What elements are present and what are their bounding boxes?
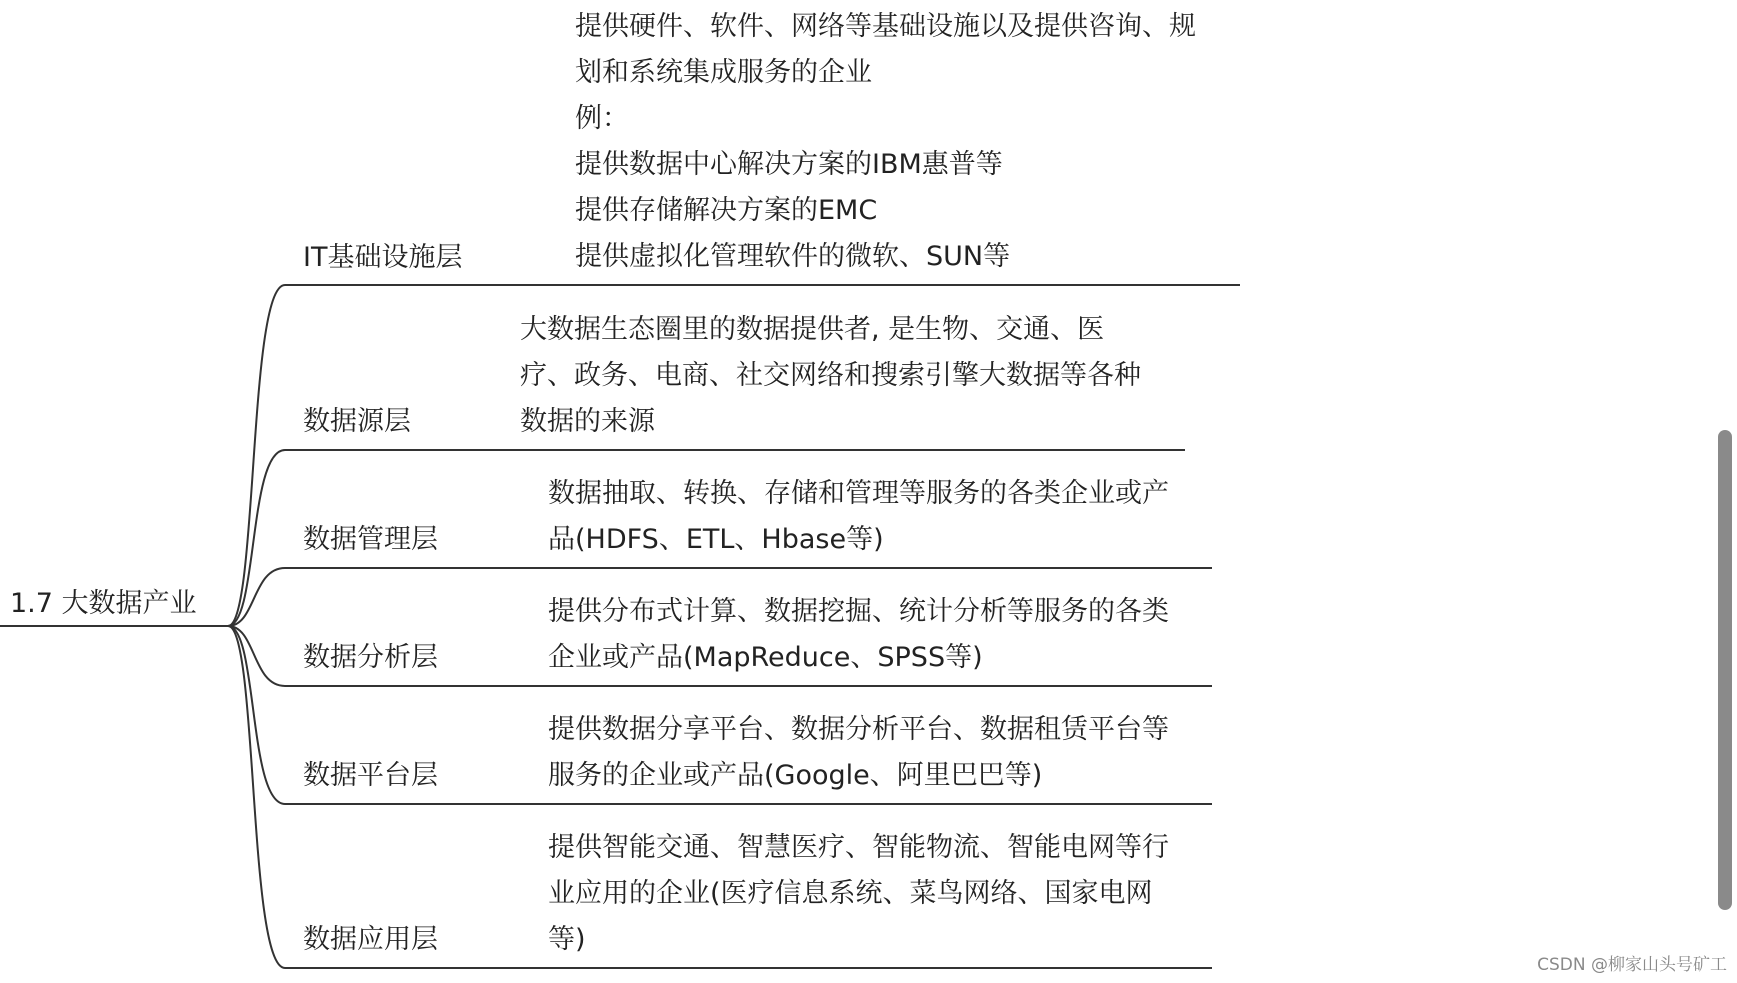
desc-line: 提供分布式计算、数据挖掘、统计分析等服务的各类	[548, 596, 1169, 627]
watermark: CSDN @柳家山头号矿工	[1537, 955, 1727, 975]
desc-line: 提供数据中心解决方案的IBM惠普等	[575, 149, 1003, 180]
scrollbar-thumb[interactable]	[1718, 430, 1732, 910]
branch-label-data-platform: 数据平台层	[303, 760, 438, 791]
branch-desc-data-platform	[548, 707, 1169, 799]
branch-desc-data-application	[548, 825, 1169, 963]
branch-connector-platform	[228, 626, 285, 804]
desc-line: 提供智能交通、智慧医疗、智能物流、智能电网等行	[548, 832, 1169, 863]
desc-line: 提供数据分享平台、数据分析平台、数据租赁平台等	[548, 714, 1169, 745]
desc-line: 提供硬件、软件、网络等基础设施以及提供咨询、规	[575, 11, 1196, 42]
branch-label-data-source: 数据源层	[303, 406, 411, 437]
desc-line: 服务的企业或产品(Google、阿里巴巴等)	[548, 760, 1043, 791]
branch-desc-it-infrastructure	[575, 4, 1196, 280]
branch-connector-application	[228, 626, 285, 968]
branch-desc-data-management	[548, 471, 1169, 563]
branch-label-data-management: 数据管理层	[303, 524, 438, 555]
branch-label-data-application: 数据应用层	[303, 924, 438, 955]
branch-label-it-infrastructure: IT基础设施层	[303, 242, 463, 273]
desc-line: 品(HDFS、ETL、Hbase等)	[548, 524, 884, 555]
desc-line: 提供虚拟化管理软件的微软、SUN等	[575, 241, 1011, 272]
branch-connector-analysis	[228, 626, 285, 686]
desc-line: 划和系统集成服务的企业	[575, 57, 872, 88]
desc-line: 等)	[548, 924, 586, 955]
desc-line: 数据的来源	[520, 406, 655, 437]
branch-desc-data-analysis	[548, 589, 1169, 681]
root-node: 1.7 大数据产业	[10, 588, 197, 619]
branch-connector-it	[228, 285, 285, 626]
branch-connector-management	[228, 568, 285, 626]
desc-line: 提供存储解决方案的EMC	[575, 195, 878, 226]
branch-connector-source	[228, 450, 285, 626]
branch-desc-data-source	[520, 307, 1141, 445]
branch-label-data-analysis: 数据分析层	[303, 642, 438, 673]
desc-line: 业应用的企业(医疗信息系统、菜鸟网络、国家电网	[548, 878, 1153, 909]
desc-line: 大数据生态圈里的数据提供者, 是生物、交通、医	[520, 314, 1105, 345]
desc-line: 企业或产品(MapReduce、SPSS等)	[548, 642, 983, 673]
vertical-scrollbar[interactable]	[1718, 430, 1732, 910]
desc-line: 数据抽取、转换、存储和管理等服务的各类企业或产	[548, 478, 1169, 509]
desc-line: 疗、政务、电商、社交网络和搜索引擎大数据等各种	[520, 360, 1141, 391]
desc-line: 例：	[575, 103, 629, 134]
